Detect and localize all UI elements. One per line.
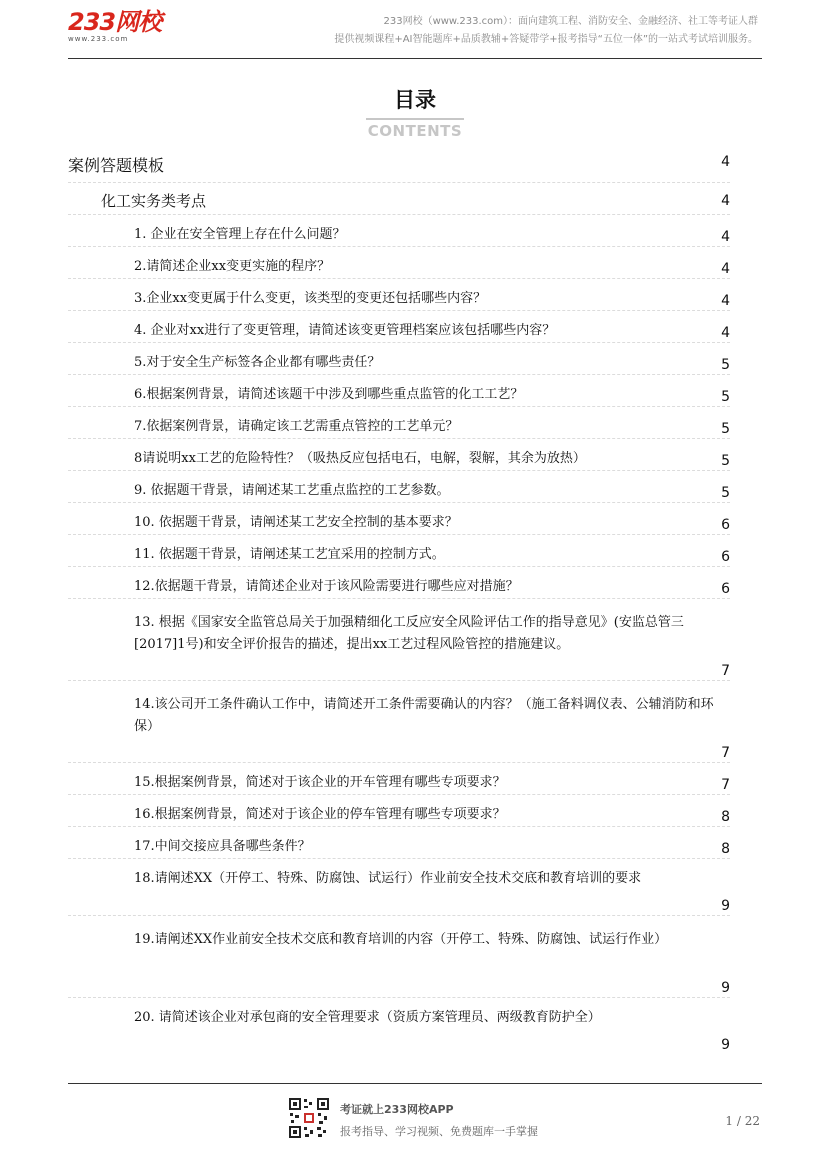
toc-entry-text: 7.依据案例背景，请确定该工艺需重点管控的工艺单元？ (134, 419, 459, 434)
toc-entry-page: 8 (721, 809, 730, 825)
toc-entry[interactable] (68, 503, 730, 535)
toc-entry-page: 5 (721, 421, 730, 437)
footer-app-subtitle: 报考指导、学习视频、免费题库一手掌握 (340, 1125, 538, 1138)
toc-entry-page: 5 (721, 357, 730, 373)
toc-entry[interactable] (68, 795, 730, 827)
toc-entry-text: 17.中间交接应具备哪些条件？ (134, 839, 311, 854)
toc-entry-page: 4 (721, 325, 730, 341)
toc-entry-text: 8请说明xx工艺的危险特性？（吸热反应包括电石，电解，裂解，其余为放热） (134, 451, 586, 466)
toc-entry-text: 2.请简述企业xx变更实施的程序？ (134, 259, 331, 274)
toc-entry[interactable] (68, 247, 730, 279)
toc-entry-page: 6 (721, 517, 730, 533)
toc-entry-text: 19.请阐述XX作业前安全技术交底和教育培训的内容（开停工、特殊、防腐蚀、试运行作业） (134, 932, 668, 947)
toc-entry[interactable] (68, 407, 730, 439)
toc-entry-text: 16.根据案例背景，简述对于该企业的停车管理有哪些专项要求？ (134, 807, 506, 822)
toc-entry[interactable] (68, 471, 730, 503)
toc-entry-page: 4 (721, 154, 730, 170)
toc-entry[interactable] (68, 150, 730, 183)
slogan-line-1: 233网校（www.233.com）：面向建筑工程、消防安全、金融经济、社工等考证人群 (383, 16, 758, 27)
toc-entry-page: 5 (721, 485, 730, 501)
header-divider (68, 58, 762, 59)
page-indicator: 1 / 22 (725, 1114, 760, 1128)
logo-text: 233网校 (68, 8, 162, 36)
page-title: 目录 (394, 88, 436, 112)
toc-entry-page: 7 (721, 663, 730, 679)
toc-entry-text: 4. 企业对xx进行了变更管理，请简述该变更管理档案应该包括哪些内容？ (134, 323, 556, 338)
toc-entry-text: 1. 企业在安全管理上存在什么问题？ (134, 227, 346, 242)
toc-entry-page: 6 (721, 549, 730, 565)
toc-entry-text: 14.该公司开工条件确认工作中，请简述开工条件需要确认的内容？（施工备料调仪表、公辅消防和环保） (134, 697, 714, 734)
page-header (0, 0, 830, 60)
toc-entry-page: 9 (721, 1037, 730, 1053)
toc-entry-page: 4 (721, 193, 730, 209)
toc-entry[interactable] (68, 215, 730, 247)
toc-entry[interactable] (68, 827, 730, 859)
header-slogan (334, 13, 758, 49)
toc-entry[interactable] (68, 279, 730, 311)
toc-entry[interactable] (68, 535, 730, 567)
toc-entry[interactable] (68, 343, 730, 375)
toc-entry[interactable] (68, 681, 730, 763)
footer-app-title: 考证就上233网校APP (340, 1103, 454, 1116)
toc-entry-text: 6.根据案例背景，请简述该题干中涉及到哪些重点监管的化工工艺？ (134, 387, 524, 402)
logo-url: www.233.com (68, 35, 129, 43)
toc-entry-text: 11. 依据题干背景，请阐述某工艺宜采用的控制方式。 (134, 547, 445, 562)
title-underline (366, 118, 464, 120)
toc-entry-page: 9 (721, 898, 730, 914)
toc-entry-text: 案例答题模板 (68, 156, 165, 175)
toc-entry-page: 9 (721, 980, 730, 996)
brand-logo[interactable] (68, 10, 161, 43)
toc-entry[interactable] (68, 859, 730, 916)
toc-entry[interactable] (68, 311, 730, 343)
page-subtitle: CONTENTS (367, 122, 463, 140)
toc-entry[interactable] (68, 183, 730, 215)
toc-entry[interactable] (68, 916, 730, 998)
toc-heading (0, 86, 830, 140)
toc-entry[interactable] (68, 998, 730, 1054)
toc-entry-text: 13. 根据《国家安全监管总局关于加强精细化工反应安全风险评估工作的指导意见》(安监总管三[2017]1号)和安全评价报告的描述，提出xx工艺过程风险管控的措施建议。 (134, 615, 684, 652)
table-of-contents (68, 150, 730, 1054)
toc-entry[interactable] (68, 439, 730, 471)
toc-entry-page: 5 (721, 389, 730, 405)
toc-entry-page: 6 (721, 581, 730, 597)
toc-entry[interactable] (68, 567, 730, 599)
toc-entry[interactable] (68, 375, 730, 407)
toc-entry-page: 5 (721, 453, 730, 469)
toc-entry-text: 15.根据案例背景，简述对于该企业的开车管理有哪些专项要求？ (134, 775, 506, 790)
toc-entry-page: 7 (721, 745, 730, 761)
toc-entry[interactable] (68, 599, 730, 681)
toc-entry-text: 3.企业xx变更属于什么变更，该类型的变更还包括哪些内容？ (134, 291, 487, 306)
qr-code-icon[interactable] (288, 1097, 330, 1139)
toc-entry-text: 5.对于安全生产标签各企业都有哪些责任？ (134, 355, 381, 370)
toc-entry-text: 化工实务类考点 (101, 192, 207, 210)
toc-entry-text: 20. 请简述该企业对承包商的安全管理要求（资质方案管理员、两级教育防护全） (134, 1010, 601, 1025)
toc-entry[interactable] (68, 763, 730, 795)
toc-entry-page: 4 (721, 229, 730, 245)
toc-entry-text: 9. 依据题干背景，请阐述某工艺重点监控的工艺参数。 (134, 483, 450, 498)
footer-divider (68, 1083, 762, 1084)
slogan-line-2: 提供视频课程+AI智能题库+品质教辅+答疑带学+报考指导“五位一体”的一站式考试培训服务。 (334, 34, 758, 45)
toc-entry-page: 7 (721, 777, 730, 793)
toc-entry-page: 8 (721, 841, 730, 857)
toc-entry-text: 10. 依据题干背景，请阐述某工艺安全控制的基本要求？ (134, 515, 458, 530)
toc-entry-text: 12.依据题干背景，请简述企业对于该风险需要进行哪些应对措施？ (134, 579, 519, 594)
toc-entry-page: 4 (721, 293, 730, 309)
toc-entry-page: 4 (721, 261, 730, 277)
toc-entry-text: 18.请阐述XX（开停工、特殊、防腐蚀、试运行）作业前安全技术交底和教育培训的要求 (134, 871, 642, 886)
